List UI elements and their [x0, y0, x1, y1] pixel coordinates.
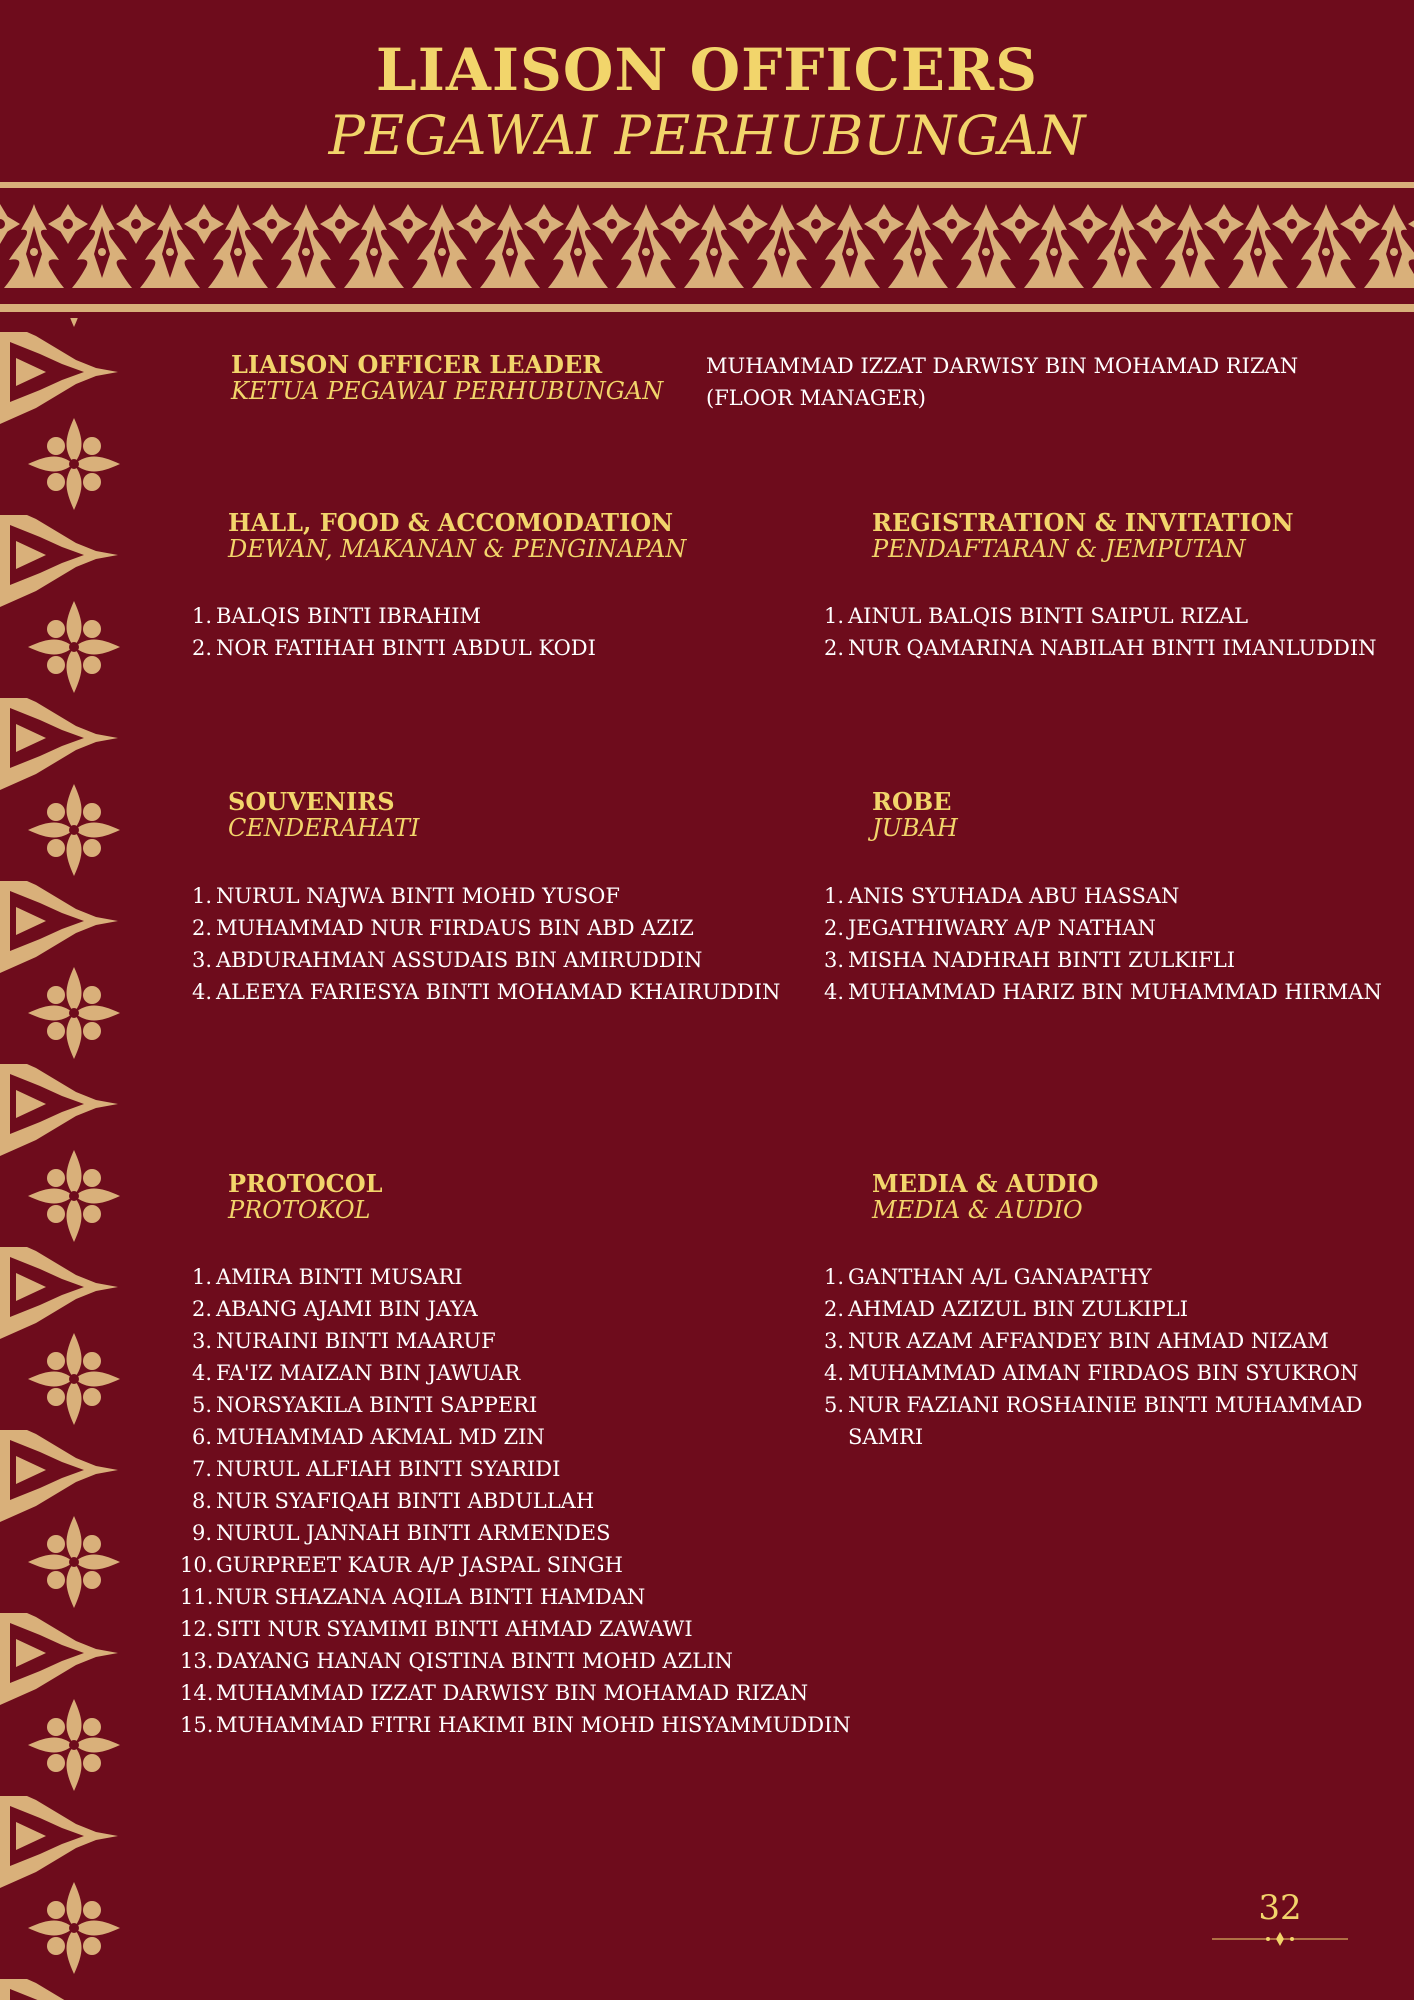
hall-label-en: HALL, FOOD & ACCOMODATION — [228, 508, 674, 537]
media-member-list — [812, 1261, 1372, 1453]
list-item: 6. MUHAMMAD AKMAL MD ZIN — [180, 1421, 851, 1453]
list-item: 15. MUHAMMAD FITRI HAKIMI BIN MOHD HISYAMMUDDIN — [180, 1709, 851, 1741]
list-item: 2. MUHAMMAD NUR FIRDAUS BIN ABD AZIZ — [180, 912, 780, 944]
member-name: AINUL BALQIS BINTI SAIPUL RIZAL — [848, 604, 1249, 628]
leader-label-en: LIAISON OFFICER LEADER — [231, 350, 603, 379]
member-name: AHMAD AZIZUL BIN ZULKIPLI — [848, 1297, 1188, 1321]
hall-label-ms: DEWAN, MAKANAN & PENGINAPAN — [228, 535, 687, 563]
souvenirs-heading — [228, 789, 419, 841]
robe-member-list — [812, 880, 1382, 1008]
member-name: MUHAMMAD AIMAN FIRDAOS BIN SYUKRON — [848, 1361, 1359, 1385]
list-item: 4. MUHAMMAD HARIZ BIN MUHAMMAD HIRMAN — [812, 976, 1382, 1008]
member-name: NORSYAKILA BINTI SAPPERI — [216, 1393, 538, 1417]
list-item: 4. MUHAMMAD AIMAN FIRDAOS BIN SYUKRON — [812, 1357, 1372, 1389]
leader-label-ms: KETUA PEGAWAI PERHUBUNGAN — [231, 377, 664, 405]
media-label-ms: MEDIA & AUDIO — [872, 1196, 1083, 1224]
list-item: 1. NURUL NAJWA BINTI MOHD YUSOF — [180, 880, 780, 912]
list-item: 7. NURUL ALFIAH BINTI SYARIDI — [180, 1453, 851, 1485]
list-item: 5. NORSYAKILA BINTI SAPPERI — [180, 1389, 851, 1421]
list-item: 3. NURAINI BINTI MAARUF — [180, 1325, 851, 1357]
list-item: 3. NUR AZAM AFFANDEY BIN AHMAD NIZAM — [812, 1325, 1372, 1357]
list-item: 5. NUR FAZIANI ROSHAINIE BINTI MUHAMMAD SAMRI — [812, 1389, 1372, 1453]
member-name: ALEEYA FARIESYA BINTI MOHAMAD KHAIRUDDIN — [216, 980, 781, 1004]
side-ornament-column — [0, 318, 130, 2000]
robe-label-en: ROBE — [872, 787, 952, 816]
media-heading — [872, 1171, 1098, 1223]
member-name: ABDURAHMAN ASSUDAIS BIN AMIRUDDIN — [216, 948, 703, 972]
list-item: 3. ABDURAHMAN ASSUDAIS BIN AMIRUDDIN — [180, 944, 780, 976]
list-item: 4. ALEEYA FARIESYA BINTI MOHAMAD KHAIRUDDIN — [180, 976, 780, 1008]
list-item: 13. DAYANG HANAN QISTINA BINTI MOHD AZLIN — [180, 1645, 851, 1677]
registration-label-en: REGISTRATION & INVITATION — [872, 508, 1294, 537]
protocol-heading — [228, 1171, 383, 1223]
member-name: NUR SYAFIQAH BINTI ABDULLAH — [216, 1489, 595, 1513]
hall-member-list — [180, 600, 596, 664]
list-item: 9. NURUL JANNAH BINTI ARMENDES — [180, 1517, 851, 1549]
member-name: MUHAMMAD HARIZ BIN MUHAMMAD HIRMAN — [848, 980, 1382, 1004]
leader-heading — [231, 352, 663, 404]
registration-label-ms: PENDAFTARAN & JEMPUTAN — [872, 535, 1246, 563]
member-name: MUHAMMAD FITRI HAKIMI BIN MOHD HISYAMMUDDIN — [216, 1713, 851, 1737]
protocol-label-ms: PROTOKOL — [228, 1196, 371, 1224]
member-name: SITI NUR SYAMIMI BINTI AHMAD ZAWAWI — [216, 1617, 693, 1641]
member-name: FA'IZ MAIZAN BIN JAWUAR — [216, 1361, 521, 1385]
list-item: 14. MUHAMMAD IZZAT DARWISY BIN MOHAMAD RIZAN — [180, 1677, 851, 1709]
protocol-member-list — [180, 1261, 851, 1741]
media-label-en: MEDIA & AUDIO — [872, 1169, 1099, 1198]
list-item: 1. ANIS SYUHADA ABU HASSAN — [812, 880, 1382, 912]
member-name: MUHAMMAD AKMAL MD ZIN — [216, 1425, 545, 1449]
list-item: 10. GURPREET KAUR A/P JASPAL SINGH — [180, 1549, 851, 1581]
member-name: NUR QAMARINA NABILAH BINTI IMANLUDDIN — [848, 636, 1377, 660]
list-item: 3. MISHA NADHRAH BINTI ZULKIFLI — [812, 944, 1382, 976]
leader-role-line: (FLOOR MANAGER) — [706, 386, 926, 410]
list-item: 2. NUR QAMARINA NABILAH BINTI IMANLUDDIN — [812, 632, 1377, 664]
list-item: 1. GANTHAN A/L GANAPATHY — [812, 1261, 1372, 1293]
member-name: DAYANG HANAN QISTINA BINTI MOHD AZLIN — [216, 1649, 733, 1673]
member-name: NOR FATIHAH BINTI ABDUL KODI — [216, 636, 596, 660]
member-name: NURUL JANNAH BINTI ARMENDES — [216, 1521, 611, 1545]
list-item: 12. SITI NUR SYAMIMI BINTI AHMAD ZAWAWI — [180, 1613, 851, 1645]
member-name: NUR FAZIANI ROSHAINIE BINTI MUHAMMAD SAMRI — [848, 1393, 1363, 1449]
list-item: 2. NOR FATIHAH BINTI ABDUL KODI — [180, 632, 596, 664]
member-name: NURUL ALFIAH BINTI SYARIDI — [216, 1457, 561, 1481]
leader-name-line: MUHAMMAD IZZAT DARWISY BIN MOHAMAD RIZAN — [706, 354, 1299, 378]
list-item: 8. NUR SYAFIQAH BINTI ABDULLAH — [180, 1485, 851, 1517]
list-item: 1. BALQIS BINTI IBRAHIM — [180, 600, 596, 632]
list-item: 1. AMIRA BINTI MUSARI — [180, 1261, 851, 1293]
member-name: ABANG AJAMI BIN JAYA — [216, 1297, 478, 1321]
souvenirs-label-en: SOUVENIRS — [228, 787, 395, 816]
member-name: MUHAMMAD NUR FIRDAUS BIN ABD AZIZ — [216, 916, 694, 940]
hall-heading — [228, 510, 686, 562]
registration-member-list — [812, 600, 1377, 664]
member-name: MISHA NADHRAH BINTI ZULKIFLI — [848, 948, 1236, 972]
list-item: 4. FA'IZ MAIZAN BIN JAWUAR — [180, 1357, 851, 1389]
songket-border-band — [0, 182, 1414, 312]
page-subtitle: PEGAWAI PERHUBUNGAN — [328, 104, 1086, 167]
page-title: LIAISON OFFICERS — [375, 36, 1039, 104]
member-name: NURAINI BINTI MAARUF — [216, 1329, 496, 1353]
page-number: 32 — [1258, 1888, 1302, 1928]
souvenirs-label-ms: CENDERAHATI — [228, 814, 420, 842]
protocol-label-en: PROTOCOL — [228, 1169, 383, 1198]
member-name: BALQIS BINTI IBRAHIM — [216, 604, 482, 628]
member-name: AMIRA BINTI MUSARI — [216, 1265, 463, 1289]
robe-heading — [872, 789, 958, 841]
member-name: MUHAMMAD IZZAT DARWISY BIN MOHAMAD RIZAN — [216, 1681, 809, 1705]
member-name: GANTHAN A/L GANAPATHY — [848, 1265, 1152, 1289]
member-name: NUR AZAM AFFANDEY BIN AHMAD NIZAM — [848, 1329, 1329, 1353]
souvenirs-member-list — [180, 880, 780, 1008]
member-name: JEGATHIWARY A/P NATHAN — [848, 916, 1156, 940]
list-item: 2. JEGATHIWARY A/P NATHAN — [812, 912, 1382, 944]
robe-label-ms: JUBAH — [872, 814, 958, 842]
member-name: ANIS SYUHADA ABU HASSAN — [848, 884, 1180, 908]
leader-name — [706, 350, 1386, 414]
list-item: 2. AHMAD AZIZUL BIN ZULKIPLI — [812, 1293, 1372, 1325]
page-header — [0, 36, 1414, 168]
member-name: GURPREET KAUR A/P JASPAL SINGH — [216, 1553, 623, 1577]
registration-heading — [872, 510, 1294, 562]
list-item: 11. NUR SHAZANA AQILA BINTI HAMDAN — [180, 1581, 851, 1613]
ornamental-rule — [1212, 1932, 1348, 1946]
list-item: 1. AINUL BALQIS BINTI SAIPUL RIZAL — [812, 600, 1377, 632]
list-item: 2. ABANG AJAMI BIN JAYA — [180, 1293, 851, 1325]
member-name: NUR SHAZANA AQILA BINTI HAMDAN — [216, 1585, 646, 1609]
member-name: NURUL NAJWA BINTI MOHD YUSOF — [216, 884, 620, 908]
